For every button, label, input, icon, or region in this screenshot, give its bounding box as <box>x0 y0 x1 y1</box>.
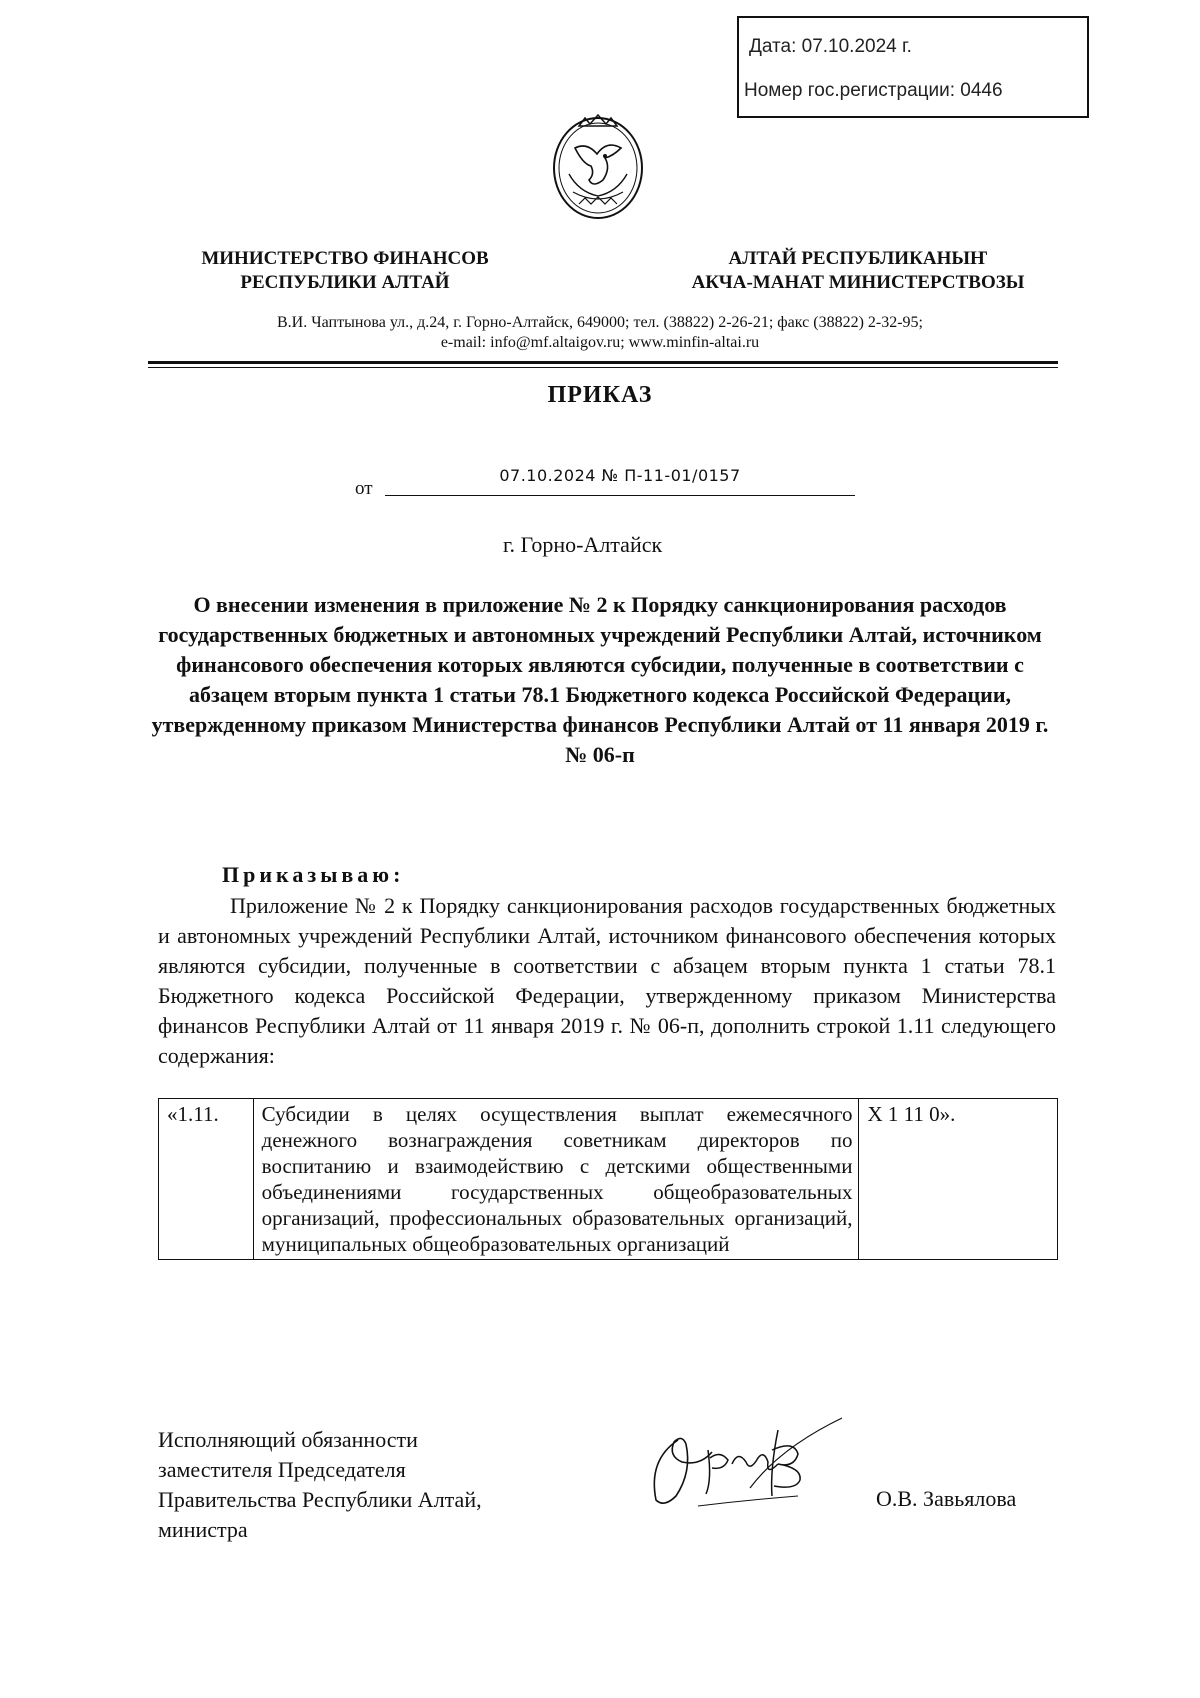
document-title: ПРИКАЗ <box>547 382 653 408</box>
order-subject: О внесении изменения в приложение № 2 к Порядку санкционирования расходов государственных бюджетных и автономных учреждений Республики Алтай, источником финансового обеспечения которых являются субсидии, полученные в соответствии с абзацем вторым пункта 1 статьи 78.1 Бюджетного кодекса Российской Федерации, утвержденному приказом Министерства финансов Республики Алтай от 11 января 2019 г. № 06-п <box>151 592 1049 767</box>
altai-republic-coat-of-arms-icon <box>549 112 647 220</box>
date-underline <box>385 495 855 496</box>
row-description-cell: Субсидии в целях осуществления выплат ежемесячного денежного вознаграждения советникам директоров по воспитанию и взаимодействию с детскими общественными объединениями государственных общеобразовательных организаций, профессиональных образовательных организаций, муниципальных общеобразовательных организаций <box>253 1099 859 1260</box>
address-line1: В.И. Чаптынова ул., д.24, г. Горно-Алтайск, 649000; тел. (38822) 2-26-21; факс (38822) 2-32-95; <box>277 314 923 331</box>
handwritten-signature <box>638 1410 848 1520</box>
table-row <box>159 1099 1058 1260</box>
header-divider <box>148 361 1058 364</box>
signer-title-line2: заместителя Председателя <box>158 1457 406 1482</box>
ministry-ru-line1: МИНИСТЕРСТВО ФИНАНСОВ <box>201 248 489 269</box>
ministry-ru-line2: РЕСПУБЛИКИ АЛТАЙ <box>240 272 450 293</box>
registration-date: Дата: 07.10.2024 г. <box>749 36 912 57</box>
address-contacts: e-mail: info@mf.altaigov.ru; www.minfin-altai.ru <box>440 334 760 351</box>
signer-title-line4: министра <box>158 1517 248 1542</box>
signer-position <box>158 1425 608 1545</box>
command-word: Приказываю: <box>222 862 405 887</box>
registration-box <box>737 16 1089 118</box>
ministry-alt-line1: АЛТАЙ РЕСПУБЛИКАНЫҤ <box>728 248 988 269</box>
ministry-address <box>130 313 1070 353</box>
amendment-table <box>158 1098 1058 1260</box>
row-code-cell: «1.11. <box>159 1099 254 1260</box>
city: г. Горно-Алтайск <box>503 532 663 557</box>
date-prefix: от <box>355 478 373 499</box>
ministry-name-russian <box>180 247 510 295</box>
body-paragraph <box>158 891 1056 1071</box>
signer-title-line3: Правительства Республики Алтай, <box>158 1487 482 1512</box>
ministry-name-altai <box>668 247 1048 295</box>
signer-name: О.В. Завьялова <box>876 1486 1017 1511</box>
signer-title-line1: Исполняющий обязанности <box>158 1427 418 1452</box>
header-divider-thin <box>148 367 1058 368</box>
registration-number: Номер гос.регистрации: 0446 <box>744 80 1003 101</box>
order-date-number: 07.10.2024 № П-11-01/0157 <box>499 466 741 485</box>
row-value-cell: Х 1 11 0». <box>859 1099 1058 1260</box>
ministry-alt-line2: АКЧА-МАНАТ МИНИСТЕРСТВОЗЫ <box>691 272 1025 293</box>
body-paragraph-text: Приложение № 2 к Порядку санкционирования расходов государственных бюджетных и автономных учреждений Республики Алтай, источником финансового обеспечения которых являются субсидии, полученные в соответствии с абзацем вторым пункта 1 статьи 78.1 Бюджетного кодекса Российской Федерации, утвержденному приказом Министерства финансов Республики Алтай от 11 января 2019 г. № 06-п, дополнить строкой 1.11 следующего содержания: <box>158 893 1056 1068</box>
